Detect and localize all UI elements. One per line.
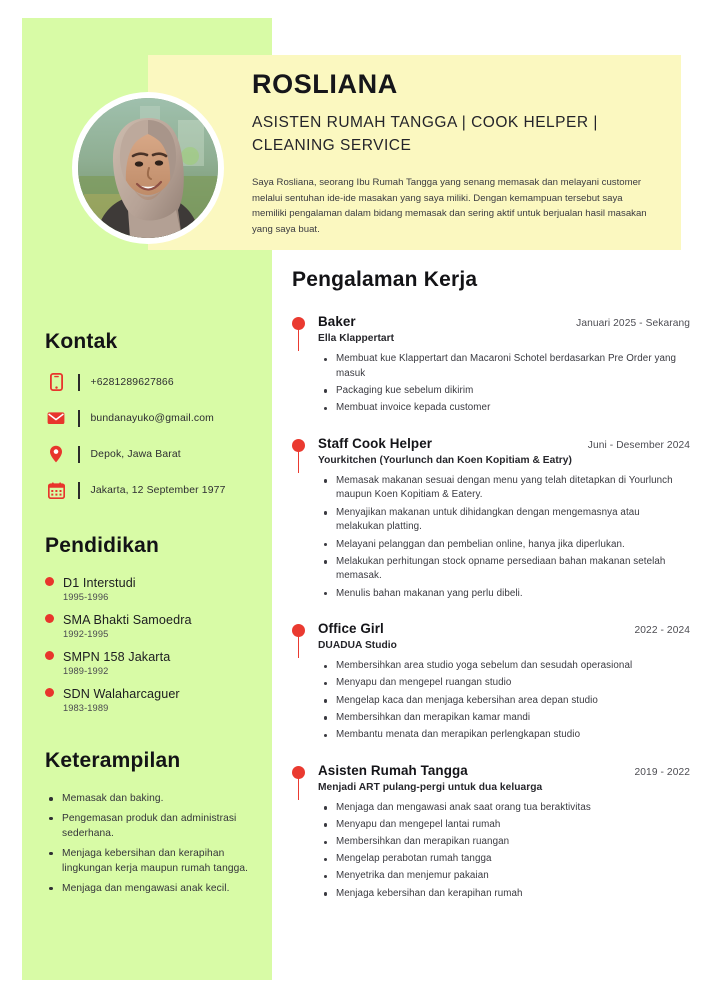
contact-item-location — [45, 444, 260, 464]
experience-date: Juni - Desember 2024 — [587, 439, 690, 451]
experience-bullet: Memasak makanan sesuai dengan menu yang telah ditetapkan di Yourlunch maupun Koen Kopitiam & Eatery. — [336, 474, 690, 503]
experience-company: DUADUA Studio — [318, 640, 397, 652]
experience-date: 2022 - 2024 — [634, 625, 690, 637]
education-head — [45, 687, 260, 701]
experience-bullet: Membersihkan dan merapikan kamar mandi — [336, 711, 690, 726]
skill-item: Pengemasan produk dan administrasi sederhana. — [62, 811, 260, 842]
skill-item: Memasak dan baking. — [62, 791, 260, 807]
bullet-dot-icon — [45, 688, 54, 697]
experience-section-title: Pengalaman Kerja — [292, 268, 478, 291]
sidebar-column — [45, 330, 260, 900]
job-title-subtitle: ASISTEN RUMAH TANGGA | COOK HELPER | CLEANING SERVICE — [252, 114, 598, 154]
experience-bullet: Melakukan perhitungan stock opname persediaan bahan makanan setelah memasak. — [336, 555, 690, 584]
contact-divider — [78, 374, 80, 391]
experience-item — [292, 763, 690, 902]
experience-role: Staff Cook Helper — [318, 435, 433, 451]
education-list — [45, 576, 260, 713]
education-school: SMA Bhakti Samoedra — [63, 613, 192, 627]
education-school: SMPN 158 Jakarta — [63, 650, 171, 664]
experience-column — [292, 268, 690, 921]
experience-role: Asisten Rumah Tangga — [318, 762, 468, 778]
experience-item — [292, 436, 690, 602]
profile-summary: Saya Rosliana, seorang Ibu Rumah Tangga yang senang memasak dan melayani customer melalui sentuhan ide-ide masakan yang saya miliki. Dengan kemampuan tersebut saya memiliki pengalaman dalam bidang memasak dan sering aktif untuk berjualan hasil masakan yang saya buat. — [252, 177, 647, 235]
contact-divider — [78, 410, 80, 427]
skills-section-title: Keterampilan — [45, 749, 181, 772]
experience-head — [292, 314, 690, 329]
contact-item-birth — [45, 480, 260, 500]
experience-bullet: Menyajikan makanan untuk dihidangkan dengan mengemasnya atau melakukan platting. — [336, 506, 690, 535]
profile-photo-image — [78, 98, 218, 238]
contact-value-location: Depok, Jawa Barat — [90, 448, 181, 460]
experience-bullet: Membersihkan dan merapikan ruangan — [336, 835, 690, 850]
education-item — [45, 613, 260, 639]
experience-bullet: Membuat invoice kepada customer — [336, 401, 690, 416]
experience-role: Baker — [318, 314, 356, 329]
contact-list — [45, 372, 260, 500]
experience-bullet: Mengelap perabotan rumah tangga — [336, 852, 690, 867]
avatar — [72, 92, 224, 244]
experience-bullet: Menjaga dan mengawasi anak saat orang tua beraktivitas — [336, 801, 690, 816]
education-item — [45, 687, 260, 713]
skill-item: Menjaga dan mengawasi anak kecil. — [62, 881, 260, 897]
experience-bullets — [292, 352, 690, 416]
experience-bullet: Menjaga kebersihan dan kerapihan rumah — [336, 887, 690, 902]
experience-bullet: Melayani pelanggan dan pembelian online, hanya jika diperlukan. — [336, 538, 690, 553]
experience-bullet: Membuat kue Klappertart dan Macaroni Schotel berdasarkan Pre Order yang masuk — [336, 352, 690, 381]
education-head — [45, 576, 260, 590]
education-head — [45, 650, 260, 664]
calendar-icon — [45, 482, 67, 499]
experience-head — [292, 621, 690, 636]
bullet-dot-icon — [45, 614, 54, 623]
bullet-dot-icon — [45, 651, 54, 660]
experience-company: Ella Klappertart — [318, 333, 395, 344]
education-item — [45, 576, 260, 602]
education-years: 1989-1992 — [63, 666, 109, 676]
bullet-dot-icon — [45, 577, 54, 586]
education-item — [45, 650, 260, 676]
experience-company: Menjadi ART pulang-pergi untuk dua keluarga — [318, 781, 543, 793]
education-section-title: Pendidikan — [45, 534, 160, 557]
header-text-block — [252, 70, 652, 237]
experience-head — [292, 436, 690, 451]
education-years: 1992-1995 — [63, 629, 109, 639]
experience-role: Office Girl — [318, 621, 384, 637]
experience-bullet: Menyetrika dan menjemur pakaian — [336, 869, 690, 884]
contact-value-birth: Jakarta, 12 September 1977 — [90, 484, 226, 496]
experience-bullets — [292, 474, 690, 602]
contact-divider — [78, 482, 80, 499]
experience-bullet: Menyapu dan mengepel ruangan studio — [336, 676, 690, 691]
experience-date: Januari 2025 - Sekarang — [576, 318, 690, 329]
contact-value-phone: +6281289627866 — [90, 376, 174, 388]
profile-photo — [78, 98, 218, 238]
skills-list — [45, 791, 260, 896]
phone-icon — [45, 373, 67, 391]
contact-value-email: bundanayuko@gmail.com — [90, 412, 214, 424]
experience-bullet: Mengelap kaca dan menjaga kebersihan area depan studio — [336, 694, 690, 709]
experience-bullets — [292, 659, 690, 742]
experience-bullet: Menulis bahan makanan yang perlu dibeli. — [336, 587, 690, 602]
timeline-pin-icon — [292, 766, 306, 800]
experience-company: Yourkitchen (Yourlunch dan Koen Kopitiam & Eatry) — [318, 454, 572, 466]
experience-bullet: Membersihkan area studio yoga sebelum dan sesudah operasional — [336, 659, 690, 674]
education-years: 1983-1989 — [63, 703, 109, 713]
experience-item — [292, 621, 690, 742]
education-school: D1 Interstudi — [63, 576, 136, 590]
timeline-pin-icon — [292, 439, 306, 473]
skill-item: Menjaga kebersihan dan kerapihan lingkungan kerja maupun rumah tangga. — [62, 846, 260, 877]
timeline-pin-icon — [292, 624, 306, 658]
contact-item-email — [45, 408, 260, 428]
page-title: ROSLIANA — [252, 69, 398, 99]
experience-head — [292, 763, 690, 778]
experience-bullet: Packaging kue sebelum dikirim — [336, 384, 690, 399]
timeline-pin-icon — [292, 317, 306, 351]
education-school: SDN Walaharcaguer — [63, 687, 180, 701]
experience-bullet: Membantu menata dan merapikan perlengkapan studio — [336, 728, 690, 743]
experience-date: 2019 - 2022 — [634, 766, 690, 778]
experience-bullets — [292, 801, 690, 902]
contact-section-title: Kontak — [45, 330, 118, 353]
contact-divider — [78, 446, 80, 463]
education-head — [45, 613, 260, 627]
experience-bullet: Menyapu dan mengepel lantai rumah — [336, 818, 690, 833]
email-icon — [45, 411, 67, 425]
experience-item — [292, 314, 690, 416]
location-icon — [45, 445, 67, 463]
contact-item-phone — [45, 372, 260, 392]
education-years: 1995-1996 — [63, 592, 109, 602]
